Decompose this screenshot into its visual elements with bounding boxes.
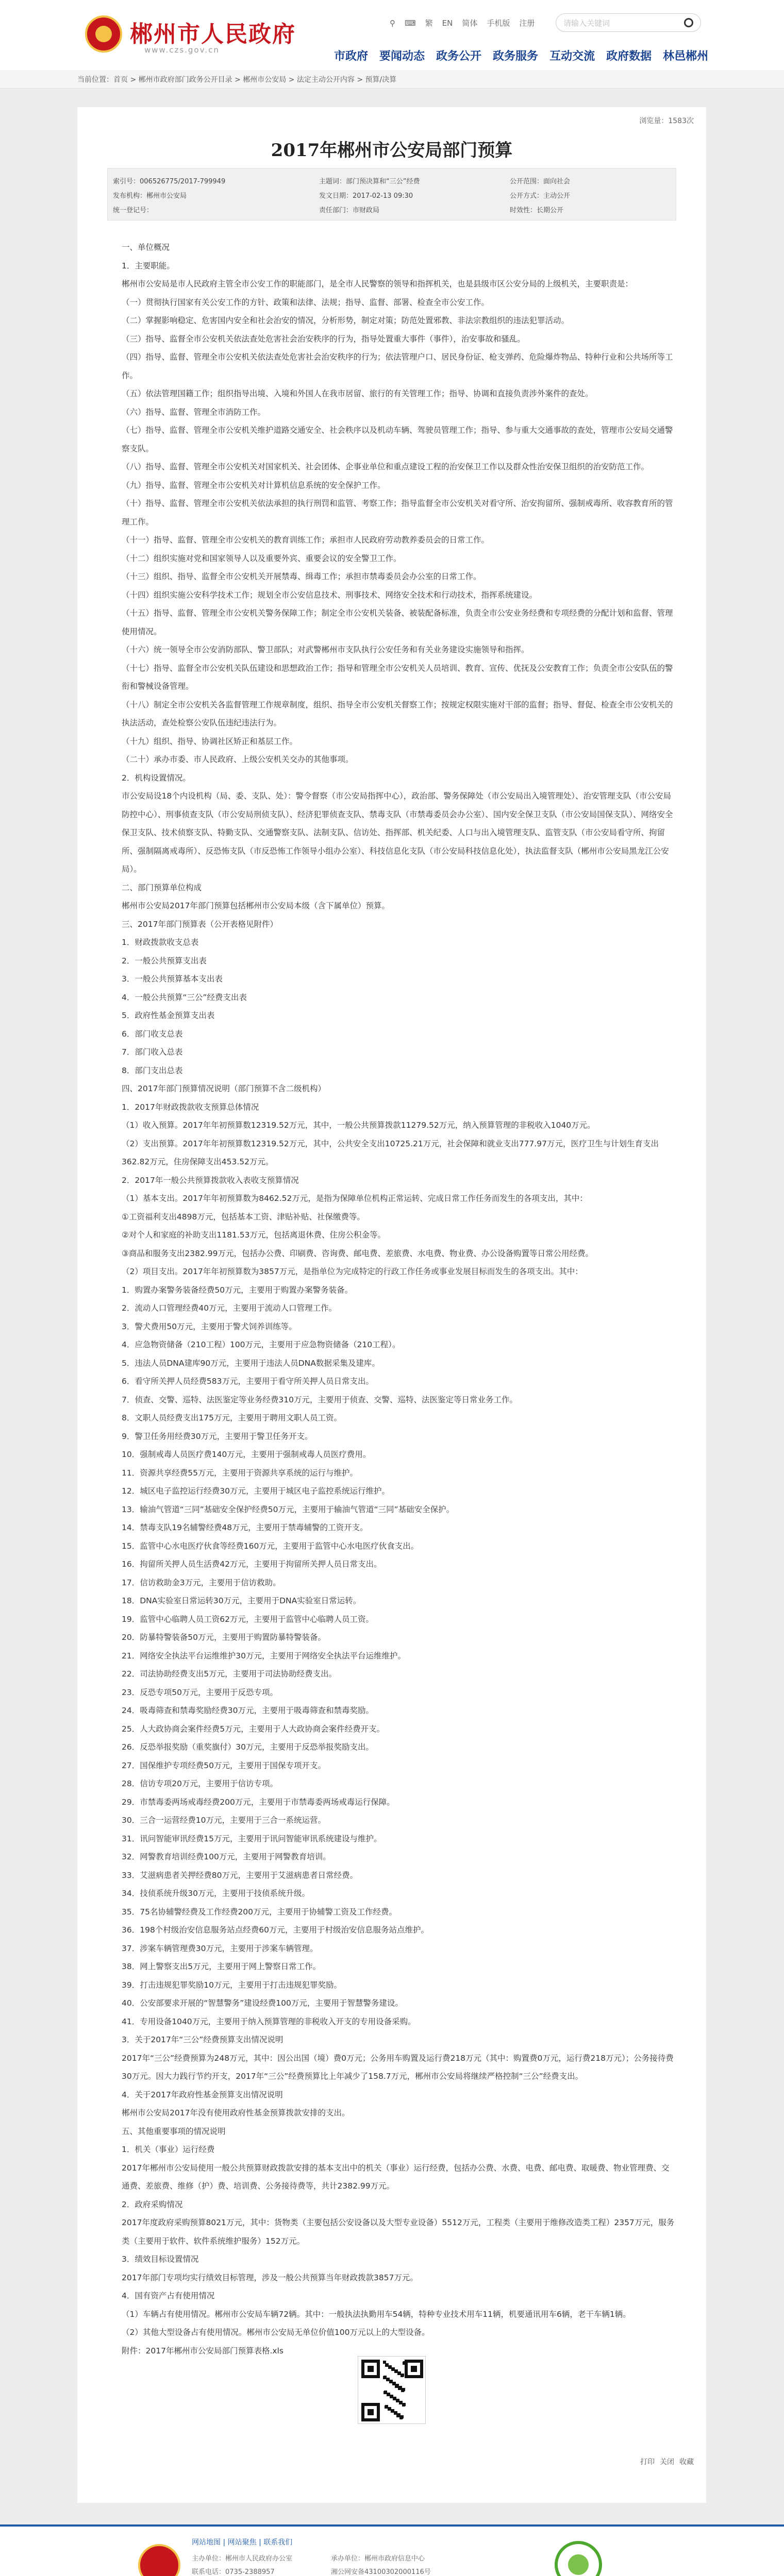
content-paragraph: ③商品和服务支出2382.99万元，包括办公费、印刷费、咨询费、邮电费、差旅费、水电费、物业费、办公设备购置等日常公用经费。: [122, 1248, 593, 1258]
footer-info-left: [192, 2552, 336, 2576]
content-paragraph: 5．政府性基金预算支出表: [122, 1011, 215, 1020]
qr-module: [396, 2414, 399, 2417]
meta-index: 索引号：006526775/2017-799949: [113, 178, 226, 185]
meta-scope: 公开范围：面向社会: [510, 178, 571, 185]
qr-finder: [361, 2403, 380, 2421]
meta-validity: 时效性：长期公开: [510, 207, 564, 214]
content-paragraph: 33．艾滋病患者关押经费80万元，主要用于艾滋病患者日常经费。: [122, 1870, 358, 1880]
content-paragraph: 5．违法人员DNA建库90万元，主要用于违法人员DNA数据采集及建库。: [122, 1358, 380, 1368]
qr-code: [358, 2356, 426, 2424]
content-paragraph: 41．专用设备1040万元，主要用于纳入预算管理的非税收入开支的专用设备采购。: [122, 2016, 416, 2026]
footer-info-right: [331, 2552, 501, 2576]
content-paragraph: （九）指导、监督、管理全市公安机关对计算机信息系统的安全保护工作。: [122, 480, 386, 490]
content-paragraph: 23．反恐专项50万元，主要用于反恐专项。: [122, 1687, 278, 1697]
nav-item[interactable]: 政务服务: [493, 50, 539, 63]
content-paragraph: 2017年度政府采购预算8021万元，其中：货物类（主要包括公安设备以及大型专业设备）5512万元，工程类（主要用于维修改造类工程）2357万元，服务类（主要用于软件、软件系统维护服务）152万元。: [122, 2218, 675, 2246]
content-paragraph: 22．司法协助经费支出5万元，主要用于司法协助经费支出。: [122, 1669, 337, 1679]
content-paragraph: 14．禁毒支队19名辅警经费48万元，主要用于禁毒辅警的工资开支。: [122, 1523, 368, 1532]
qr-module: [399, 2401, 402, 2404]
content-paragraph: 15．监管中心水电医疗伙食等经费160万元，主要用于监管中心水电医疗伙食支出。: [122, 1541, 419, 1551]
content-paragraph: 郴州市公安局2017年部门预算包括郴州市公安局本级（含下属单位）预算。: [122, 901, 390, 910]
footer-phone: 联系电话：0735-2388957: [192, 2568, 275, 2576]
content-paragraph: 26．反恐举报奖励（重奖旗付）30万元，主要用于反恐举报奖励支出。: [122, 1742, 374, 1752]
content-paragraph: 8．文职人员经费支出175万元，主要用于聘用文职人员工资。: [122, 1413, 342, 1422]
qr-module: [385, 2405, 388, 2409]
emblem-logo[interactable]: [85, 15, 122, 53]
content-paragraph[interactable]: 附件：2017年郴州市公安局部门预算表格.xls: [122, 2346, 283, 2355]
qr-module: [401, 2389, 404, 2392]
qr-module: [398, 2387, 401, 2390]
meta-dept: 责任部门：市财政局: [319, 207, 380, 214]
footer-organizer: 承办单位：郴州市政府信息中心: [331, 2555, 425, 2563]
qr-module: [399, 2416, 403, 2419]
content-paragraph: （十四）组织实施公安科学技术工作；规划全市公安信息技术、刑事技术、网络安全技术和行动技术，指挥系统建设。: [122, 590, 538, 600]
content-paragraph: （1）收入预算。2017年年初预算数12319.52万元，其中，一般公共预算拨款11279.52万元，纳入预算管理的非税收入1040万元。: [122, 1121, 595, 1130]
content-paragraph: ①工资福利支出4898万元，包括基本工资、津贴补贴、社保缴费等。: [122, 1212, 365, 1222]
meta-method: 公开方式：主动公开: [510, 192, 571, 200]
page-title: 2017年郴州市公安局部门预算: [271, 140, 513, 161]
content-paragraph: 13．输油气管道“三同”基础安全保护经费50万元，主要用于输油气管道“三同”基础安全保护。: [122, 1504, 455, 1514]
qr-module: [391, 2368, 394, 2371]
content-paragraph: 32．网警教育培训经费100万元，主要用于网警教育培训。: [122, 1852, 331, 1861]
content-paragraph: （二十）承办市委、市人民政府、上级公安机关交办的其他事项。: [122, 755, 354, 764]
meta-date: 发文日期：2017-02-13 09:30: [319, 192, 413, 200]
register-link[interactable]: 注册: [519, 19, 535, 28]
qr-module: [386, 2378, 389, 2381]
content-paragraph: 7．侦查、交警、巡特、法医鉴定等业务经费310万元，主要用于侦查、交警、巡特、法医鉴定等日常业务工作。: [122, 1395, 518, 1404]
qr-module: [383, 2391, 387, 2394]
content-paragraph: 39．打击违规犯罪奖励10万元，主要用于打击违规犯罪奖励。: [122, 1980, 342, 1990]
content-paragraph: （十六）统一领导全市公安消防部队、警卫部队；对武警郴州市支队执行公安任务和有关业务建设实施领导和指挥。: [122, 645, 529, 654]
footer-links: 网站地图 | 网站聚焦 | 联系我们: [192, 2538, 293, 2547]
content-paragraph: （一）贯彻执行国家有关公安工作的方针、政策和法律、法规；指导、监督、部署、检查全市公安工作。: [122, 297, 490, 307]
content-paragraph: （十五）指导、监督、管理全市公安机关警务保障工作；制定全市公安机关装备、被装配备标准，负责全市公安业务经费和专项经费的分配计划和监督、管理使用情况。: [122, 608, 673, 636]
content-paragraph: （2）支出预算。2017年年初预算数12319.52万元，其中，公共安全支出10725.21万元，社会保障和就业支出777.97万元，医疗卫生与计划生育支出362.82万元，住房保障支出453.52万元。: [122, 1139, 659, 1166]
english-link[interactable]: EN: [442, 18, 453, 28]
content-paragraph: 7．部门收入总表: [122, 1047, 183, 1057]
qr-module: [396, 2399, 399, 2402]
qr-finder: [361, 2360, 380, 2378]
content-paragraph: （十）指导、监督、管理全市公安机关依法承担的执行刑罚和监管、考察工作；指导监督全市公安机关对看守所、治安拘留所、强制戒毒所、收容教育所的管理工作。: [122, 499, 673, 527]
qr-module: [383, 2376, 386, 2379]
content-paragraph: （十一）指导、监督、管理全市公安机关的教育训练工作；承担市人民政府劳动教养委员会的日常工作。: [122, 535, 490, 545]
site-title[interactable]: 郴州市人民政府: [130, 21, 296, 47]
content-paragraph: 21．网络安全执法平台运维维护30万元，主要用于网络安全执法平台运维维护。: [122, 1651, 406, 1660]
content-paragraph: 3．一般公共预算基本支出表: [122, 974, 223, 984]
content-paragraph: 6．看守所关押人员经费583万元，主要用于看守所关押人员日常支出。: [122, 1377, 374, 1386]
qr-module: [385, 2364, 388, 2367]
nav-item[interactable]: 林邑郴州: [663, 50, 709, 63]
meta-subject: 主题词：部门预决算和“三公”经费: [319, 178, 420, 185]
print-button[interactable]: 打印: [640, 2458, 655, 2466]
content-paragraph: （四）指导、监督、管理全市公安机关依法查处危害社会治安秩序的行为；依法管理户口、居民身份证、枪支弹药、危险爆炸物品、特种行业和公共场所等工作。: [122, 352, 673, 380]
meta-publisher: 发布机构：郴州市公安局: [113, 192, 187, 200]
nav-item[interactable]: 政务公开: [436, 50, 482, 63]
content-paragraph: 19．监管中心临聘人员工资62万元，主要用于监管中心临聘人员工资。: [122, 1614, 374, 1624]
nav-item[interactable]: 要闻动态: [379, 50, 425, 63]
content-paragraph: 4．一般公共预算“三公”经费支出表: [122, 992, 247, 1002]
content-paragraph: 4．应急物资储备（210工程）100万元，主要用于应急物资储备（210工程）。: [122, 1340, 401, 1349]
content-paragraph: 2．政府采购情况: [122, 2199, 183, 2209]
content-paragraph: （三）指导、监督全市公安机关依法查处危害社会治安秩序的行为，指导处置重大事件（事件），治安事故和骚乱。: [122, 334, 525, 344]
content-paragraph: 四、2017年部门预算情况说明（部门预算不含二级机构）: [122, 1084, 326, 1093]
content-paragraph: （2）项目支出。2017年年初预算数为3857万元，是指单位为完成特定的行政工作任务或事业发展目标而发生的各项支出。其中：: [122, 1267, 583, 1276]
traditional-link[interactable]: 繁: [425, 19, 433, 28]
nav-item[interactable]: 政府数据: [606, 50, 652, 63]
content-paragraph: 11．资源共享经费55万元，主要用于资源共享系统的运行与维护。: [122, 1468, 358, 1478]
content-paragraph: 30．三合一运营经费10万元，主要用于三合一系统运营。: [122, 1816, 326, 1825]
content-paragraph: 2017年部门专项均实行绩效目标管理，涉及一般公共预算当年财政拨款3857万元。: [122, 2273, 418, 2282]
content-paragraph: 4．国有资产占有使用情况: [122, 2291, 215, 2300]
content-paragraph: （十八）制定全市公安机关各监督管理工作规章制度，组织、指导全市公安机关督察工作；按规定权限实施对干部的监督；指导、督促、检查全市公安机关的执法活动，查处检察公安队伍违纪违法行为。: [122, 700, 673, 727]
simplified-link[interactable]: 简体: [462, 19, 478, 28]
qr-module: [402, 2403, 405, 2406]
qr-module: [397, 2372, 401, 2375]
view-count: 浏览量：1583次: [639, 117, 694, 125]
content-paragraph: 8．部门支出总表: [122, 1065, 183, 1075]
content-paragraph: 1．机关（事业）运行经费: [122, 2145, 215, 2154]
content-paragraph: 郴州市公安局2017年没有使用政府性基金预算拨款安排的支出。: [122, 2108, 350, 2117]
footer-link-focus[interactable]: 网站聚焦: [227, 2538, 257, 2547]
nav-item[interactable]: 市政府: [334, 50, 369, 63]
content-paragraph: （1）车辆占有使用情况。郴州市公安局车辆72辆。其中：一般执法执勤用车54辆，特种专业技术用车11辆，机要通讯用车6辆，老干车辆1辆。: [122, 2309, 631, 2319]
mobile-link[interactable]: 手机版: [487, 19, 510, 28]
footer-link-contact[interactable]: 联系我们: [263, 2538, 293, 2547]
content-paragraph: 1．购置办案警务装备经费50万元，主要用于购置办案警务装备。: [122, 1285, 353, 1295]
content-paragraph: 1．财政拨款收支总表: [122, 938, 199, 947]
content-paragraph: 2017年郴州市公安局使用一般公共预算财政拨款安排的基本支出中的机关（事业）运行经费，包括办公费、水费、电费、邮电费、取暖费、物业管理费、交通费、差旅费、维修（护）费、培训费、公务接待费等，共计2382.99万元。: [122, 2163, 670, 2191]
qr-module: [394, 2370, 397, 2373]
content-paragraph: 一、单位概况: [122, 243, 170, 252]
content-paragraph: 20．防暴特警装备50万元，主要用于购置防暴特警装备。: [122, 1633, 326, 1642]
gov-site-badge[interactable]: [555, 2541, 602, 2576]
search-input[interactable]: [556, 13, 701, 32]
article-body: [122, 239, 676, 2360]
content-paragraph: 40．公安部要求开展的“智慧警务”建设经费100万元，主要用于智慧警务建设。: [122, 1998, 403, 2008]
content-paragraph: 2017年“三公”经费预算为248万元，其中：因公出国（境）费0万元；公务用车购置及运行费218万元（其中：购置费0万元，运行费218万元）；公务接待费30万元。因大力践行节约开支，2017年“三公”经费预算比上年减少了158.7万元，郴州市公安局将继续严格控制“三公”经费支出。: [122, 2053, 674, 2081]
content-paragraph: 31．讯问智能审讯经费15万元，主要用于讯问智能审讯系统建设与维护。: [122, 1834, 382, 1843]
content-paragraph: 4．关于2017年政府性基金预算支出情况说明: [122, 2090, 283, 2099]
close-button[interactable]: 关闭: [660, 2458, 674, 2466]
content-paragraph: （二）掌握影响稳定、危害国内安全和社会治安的情况，分析形势，制定对策；防范处置邪教、非法宗教组织的违法犯罪活动。: [122, 316, 570, 325]
content-paragraph: 24．吸毒筛查和禁毒奖励经费30万元，主要用于吸毒筛查和禁毒奖励。: [122, 1706, 374, 1715]
qr-module: [390, 2395, 393, 2398]
content-paragraph: 17．信访救助金3万元，主要用于信访救助。: [122, 1578, 281, 1587]
content-paragraph: 2．一般公共预算支出表: [122, 956, 207, 965]
content-paragraph: 38．网上警察支出5万元，主要用于网上警察日常工作。: [122, 1962, 321, 1971]
site-url: www.czs.gov.cn: [144, 45, 220, 55]
content-paragraph: 9．警卫任务用经费30万元，主要用于警卫任务开支。: [122, 1431, 313, 1441]
content-paragraph: 2．2017年一般公共预算拨款收入表收支预算情况: [122, 1175, 299, 1185]
content-paragraph: （八）指导、监督、管理全市公安机关对国家机关、社会团体、企事业单位和重点建设工程的治安保卫工作以及群众性治安保卫组织的治安防范工作。: [122, 462, 649, 471]
main-nav: [334, 47, 708, 63]
content-paragraph: （十三）组织、指导、监督全市公安机关开展禁毒、缉毒工作；承担市禁毒委员会办公室的日常工作。: [122, 572, 481, 581]
accessibility-icon[interactable]: ⚲: [390, 18, 395, 28]
top-links: [390, 18, 535, 28]
content-paragraph: 28．信访专项20万元，主要用于信访专项。: [122, 1779, 278, 1788]
content-paragraph: 2．流动人口管理经费40万元，主要用于流动人口管理工作。: [122, 1303, 337, 1313]
qr-finder: [405, 2360, 423, 2378]
content-paragraph: （六）指导、监督、管理全市消防工作。: [122, 407, 266, 417]
content-paragraph: 36．198个村级治安信息服务站点经费60万元，主要用于村级治安信息服务站点维护。: [122, 1925, 429, 1935]
content-paragraph: 34．技侦系统升级30万元，主要用于技侦系统升级。: [122, 1889, 310, 1898]
qr-module: [388, 2366, 391, 2369]
content-paragraph: 市公安局设18个内设机构（局、委、支队、处）：警令督察（市公安局指挥中心），政治部、警务保障处（市公安局出入境管理处）、治安管理支队（市公安局防控中心）、刑事侦查支队（市公安局刑侦支队）、经济犯罪侦查支队、禁毒支队（市禁毒委员会办公室）、国内安全保卫支队（市公安局国保支队）、网络安全保卫支队、技术侦察支队、特勤支队、交通警察支队、法制支队、信访处、指挥部、机关纪委、人口与出入境管理支队、监管支队（市公安局看守所、拘留所、强制隔离戒毒所）、反恐怖支队（市反恐怖工作领导小组办公室）、科技信息化支队（市公安局科技信息化处），执法监督支队（郴州市公安局黑龙江公安局）。: [122, 791, 673, 874]
qr-module: [391, 2410, 394, 2413]
content-paragraph: 二、部门预算单位构成: [122, 883, 202, 892]
content-paragraph: 10．强制戒毒人员医疗费140万元，主要用于强制戒毒人员医疗费用。: [122, 1450, 371, 1459]
qr-module: [393, 2397, 396, 2400]
content-paragraph: （十七）指导、监督全市公安机关队伍建设和思想政治工作；指导和管理全市公安机关人员培训、教育、宣传、优抚及公安教育工作；负责全市公安队伍的警衔和警械设备管理。: [122, 663, 673, 691]
content-paragraph: 35．75名协辅警经费及工作经费200万元，主要用于协辅警工资及工作经费。: [122, 1907, 397, 1917]
content-paragraph: 郴州市公安局是市人民政府主管全市公安工作的职能部门，是全市人民警察的领导和指挥机关，也是县级市区公安分局的上级机关，主要职责是：: [122, 279, 633, 289]
document-meta: [107, 168, 676, 221]
site-footer: [0, 2524, 784, 2576]
qr-module: [388, 2408, 391, 2411]
emblem-badge[interactable]: [138, 2544, 180, 2576]
content-paragraph: 27．国保维护专项经费50万元，主要用于国保专项开支。: [122, 1760, 326, 1770]
search-placeholder: 请输入关键词: [563, 18, 610, 28]
content-paragraph: 25．人大政协商会案件经费5万元，主要用于人大政协商会案件经费开支。: [122, 1724, 385, 1734]
article-container: [77, 107, 706, 2503]
content-paragraph: 3．关于2017年“三公”经费预算支出情况说明: [122, 2035, 283, 2044]
keyboard-icon[interactable]: ⌨: [405, 18, 416, 28]
content-paragraph: 三、2017年部门预算表（公开表格见附件）: [122, 919, 278, 929]
footer-sponsor: 主办单位：郴州市人民政府办公室: [192, 2555, 293, 2563]
content-paragraph: 6．部门收支总表: [122, 1029, 183, 1039]
content-paragraph: （1）基本支出。2017年年初预算数为8462.52万元，是指为保障单位机构正常运转、完成日常工作任务而发生的各项支出，其中：: [122, 1194, 588, 1203]
nav-item[interactable]: 互动交流: [549, 50, 595, 63]
content-paragraph: （十二）组织实施对党和国家领导人以及重要外宾、重要会议的安全警卫工作。: [122, 553, 402, 563]
site-header: [0, 0, 784, 70]
content-paragraph: 3．绩效目标设置情况: [122, 2255, 199, 2264]
content-paragraph: 29．市禁毒委两场戒毒经费200万元，主要用于市禁毒委两场戒毒运行保障。: [122, 1797, 395, 1807]
footer-police-record[interactable]: 湘公网安备43100302000116号: [331, 2568, 431, 2576]
content-paragraph: 37．涉案车辆管理费30万元，主要用于涉案车辆管理。: [122, 1943, 318, 1953]
content-paragraph: 18．DNA实验室日常运转30万元，主要用于DNA实验室日常运转。: [122, 1596, 361, 1605]
content-paragraph: （十九）组织、指导、协调社区矫正和基层工作。: [122, 736, 298, 746]
meta-reg-no: 统一登记号：: [113, 207, 154, 214]
article-tools: [640, 2456, 694, 2467]
qr-module: [389, 2380, 392, 2383]
favorite-button[interactable]: 收藏: [679, 2458, 694, 2466]
breadcrumb[interactable]: 当前位置：首页 > 郴州市政府部门政务公开目录 > 郴州市公安局 > 法定主动公开内容 > 预算/决算: [77, 76, 397, 84]
content-paragraph: 3．警犬费用50万元，主要用于警犬饲养训练等。: [122, 1321, 297, 1331]
content-paragraph: 16．拘留所关押人员生活费42万元，主要用于拘留所关押人员日常支出。: [122, 1560, 382, 1569]
content-paragraph: 五、其他重要事项的情况说明: [122, 2126, 226, 2136]
qr-module: [387, 2393, 390, 2396]
qr-module: [403, 2362, 406, 2365]
content-paragraph: （五）依法管理国籍工作；组织指导出境、入境和外国人在我市居留、旅行的有关管理工作；指导、协调和直接负责涉外案件的查处。: [122, 389, 593, 398]
content-paragraph: 2．机构设置情况。: [122, 773, 191, 783]
content-paragraph: （七）指导、监督、管理全市公安机关维护道路交通安全、社会秩序以及机动车辆、驾驶员管理工作；指导、参与重大交通事故的查处，管理市公安局交通警察支队。: [122, 426, 673, 453]
content-paragraph: ②对个人和家庭的补助支出1181.53万元，包括离退休费、住房公积金等。: [122, 1230, 386, 1240]
qr-module: [401, 2374, 404, 2377]
content-paragraph: 12．城区电子监控运行经费30万元，主要用于城区电子监控系统运行维护。: [122, 1486, 390, 1496]
search-icon[interactable]: [684, 18, 693, 27]
footer-link-sitemap[interactable]: 网站地图: [192, 2538, 221, 2547]
content-paragraph: 1．2017年财政拨款收支预算总体情况: [122, 1102, 259, 1112]
content-paragraph: （2）其他大型设备占有使用情况。郴州市公安局无单位价值100万元以上的大型设备。: [122, 2328, 430, 2337]
content-paragraph: 1．主要职能。: [122, 261, 175, 270]
qr-module: [395, 2385, 398, 2388]
